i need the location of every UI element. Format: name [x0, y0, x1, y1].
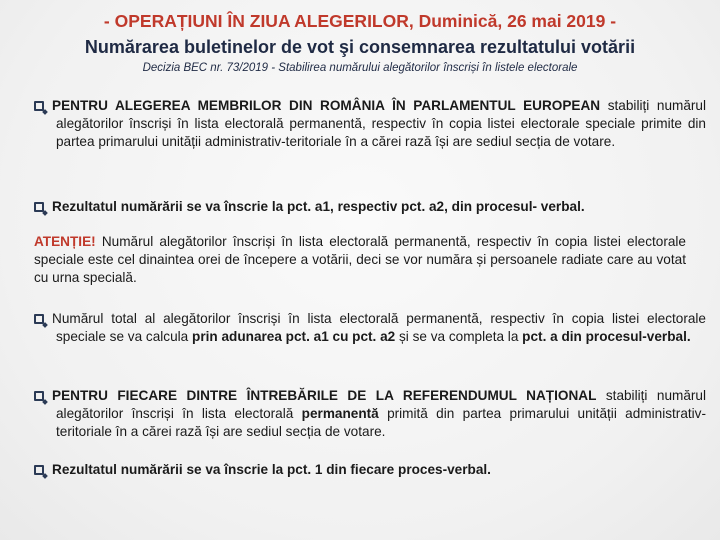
bullet-paragraph-result-pct1: [34, 461, 706, 479]
bullet-paragraph-european-parliament: [34, 97, 706, 152]
bullet-paragraph-result-a1-a2: [34, 198, 706, 216]
decision-reference: Decizia BEC nr. 73/2019 - Stabilirea numărului alegătorilor înscriși în listele electorale: [142, 62, 578, 74]
paragraph-text: stabiliți numărul alegătorilor înscriși în lista electorală permanentă, respectiv în copia listei electorale speciale primite din partea primarului unității administrativ-teritoriale în a cărei rază își are sediul secția de votare.: [56, 98, 706, 150]
paragraph-emphasis: permanentă: [301, 406, 379, 422]
paragraph-lead: PENTRU FIECARE DINTRE ÎNTREBĂRILE DE LA REFERENDUMUL NAȚIONAL: [52, 388, 597, 403]
checkbox-bullet-icon: [34, 465, 44, 475]
bullet-paragraph-referendum: [34, 387, 706, 442]
paragraph-text: și se va completa la: [395, 329, 523, 345]
paragraph-text: primită din partea primarului unității administrativ-teritoriale în a cărei rază își are sediul secția de votare.: [56, 406, 706, 440]
paragraph-text: Numărul total al alegătorilor înscriși în lista electorală permanentă, respectiv în copia listei electorale speciale se va calcula: [52, 311, 706, 345]
paragraph-text: stabiliți numărul alegătorilor înscriși în lista electorală: [56, 388, 707, 422]
paragraph-text: Numărul alegătorilor înscriși în lista electorală permanentă, respectiv în copia listei electorale speciale este cel dinaintea orei de începere a votării, deci se vor număra și persoanele radiate care au votat cu urna specială.: [34, 234, 686, 286]
warning-paragraph: [34, 233, 686, 288]
paragraph-emphasis: pct. a din procesul-verbal.: [522, 329, 691, 345]
paragraph-text: Rezultatul numărării se va înscrie la pct. 1 din fiecare proces-verbal.: [52, 462, 491, 477]
checkbox-bullet-icon: [34, 101, 44, 111]
paragraph-emphasis: prin adunarea pct. a1 cu pct. a2: [192, 329, 396, 345]
page-subtitle: Numărarea buletinelor de vot şi consemnarea rezultatului votării: [84, 37, 636, 57]
checkbox-bullet-icon: [34, 391, 44, 401]
bullet-paragraph-total-voters: [34, 310, 706, 346]
warning-label: ATENȚIE!: [34, 234, 96, 249]
page-title: - OPERAȚIUNI ÎN ZIUA ALEGERILOR, Duminică, 26 mai 2019 -: [103, 11, 617, 31]
paragraph-text: Rezultatul numărării se va înscrie la pct. a1, respectiv pct. a2, din procesul- verbal.: [52, 199, 585, 214]
checkbox-bullet-icon: [34, 202, 44, 212]
checkbox-bullet-icon: [34, 314, 44, 324]
paragraph-lead: PENTRU ALEGEREA MEMBRILOR DIN ROMÂNIA ÎN PARLAMENTUL EUROPEAN: [52, 98, 601, 113]
